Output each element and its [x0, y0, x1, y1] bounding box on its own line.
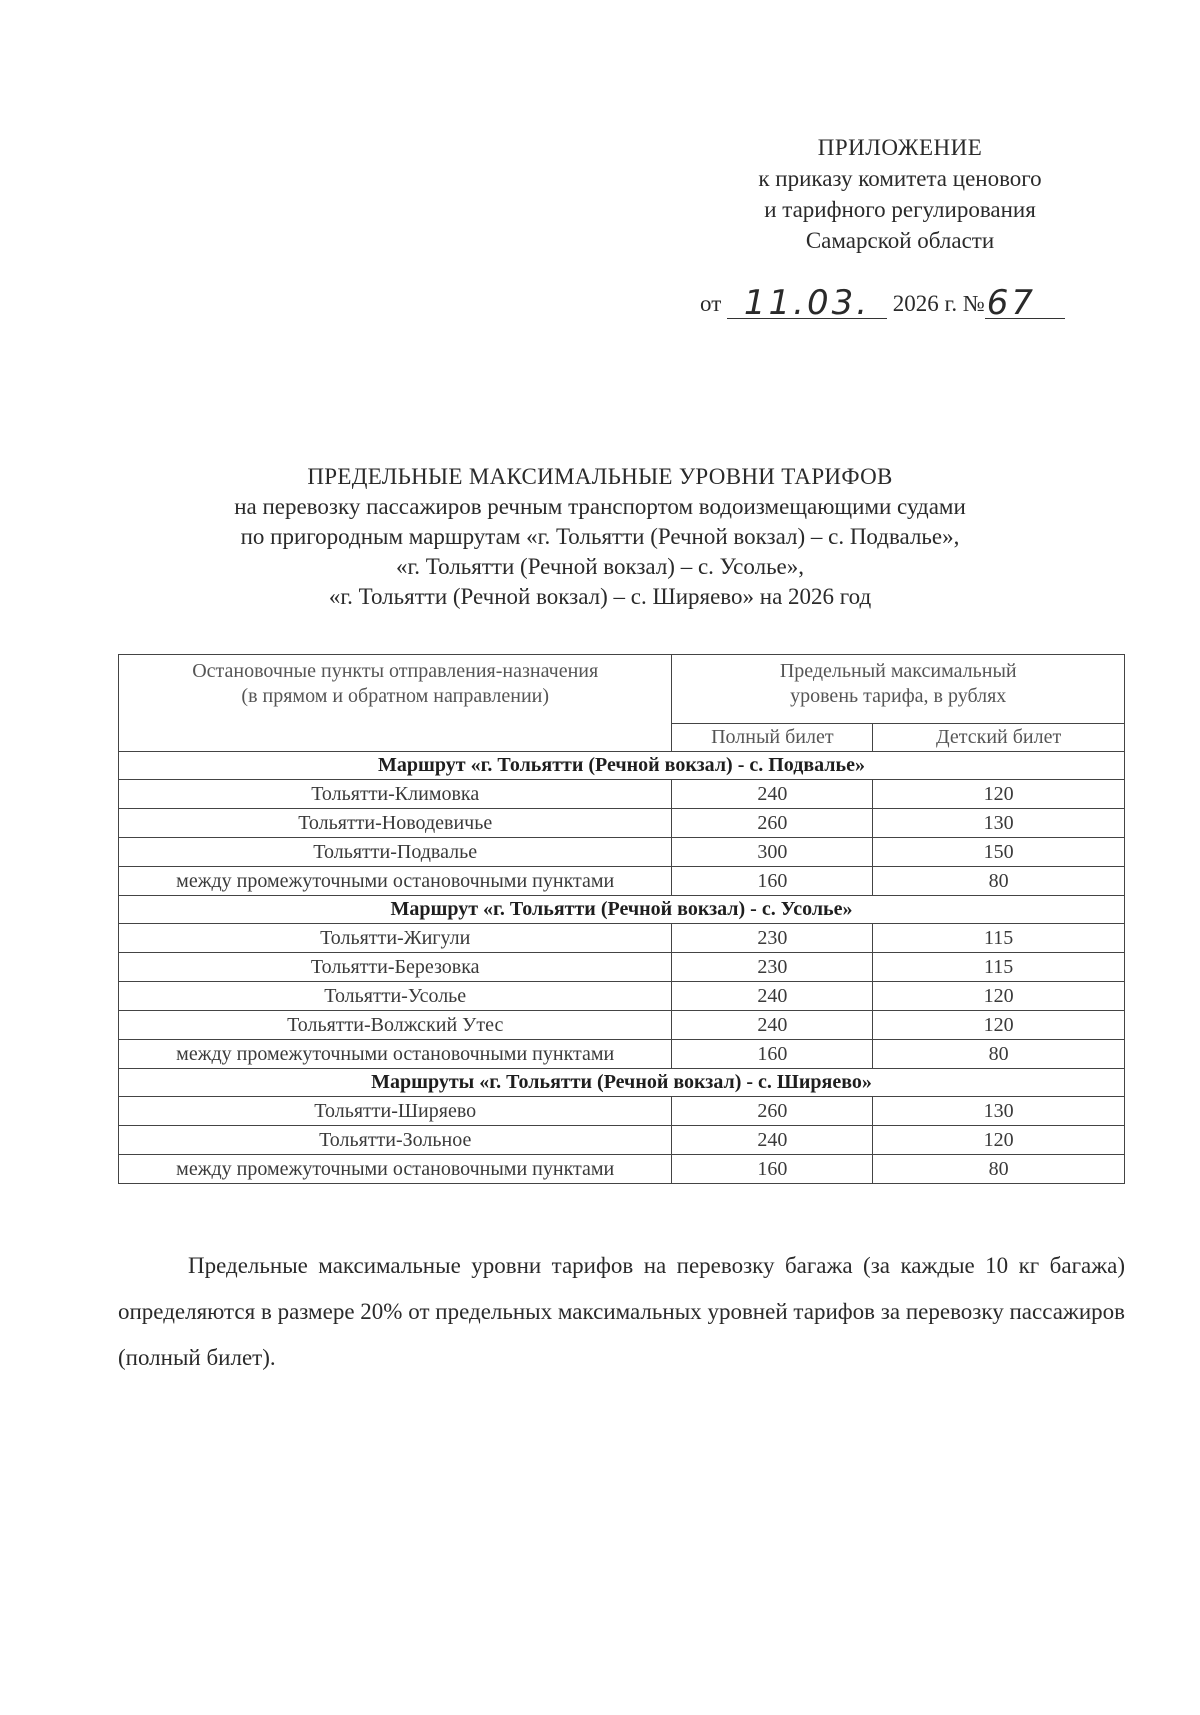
stop-cell: Тольятти-Волжский Утес [119, 1011, 672, 1040]
full-fare-cell: 240 [672, 1126, 873, 1155]
document-subtitle-line: «г. Тольятти (Речной вокзал) – с. Усолье», [395, 554, 805, 579]
header-full-ticket: Полный билет [672, 724, 873, 752]
order-year-text: 2026 г. № [892, 291, 985, 316]
header-child-ticket: Детский билет [873, 724, 1125, 752]
child-fare-cell: 130 [873, 809, 1125, 838]
child-fare-cell: 115 [873, 953, 1125, 982]
table-row [119, 1097, 1125, 1126]
child-fare-cell: 120 [873, 780, 1125, 809]
document-title [120, 462, 1080, 612]
baggage-note: Предельные максимальные уровни тарифов на перевозку багажа (за каждые 10 кг багажа) определяются в размере 20% от предельных максимальных уровней тарифов за перевозку пассажиров (полный билет). [118, 1253, 1125, 1370]
document-main-title: ПРЕДЕЛЬНЫЕ МАКСИМАЛЬНЫЕ УРОВНИ ТАРИФОВ [307, 464, 893, 489]
full-fare-cell: 230 [672, 924, 873, 953]
table-row [119, 838, 1125, 867]
route-heading: Маршрут «г. Тольятти (Речной вокзал) - с. Усолье» [119, 896, 1125, 924]
table-row [119, 1155, 1125, 1184]
order-number-handwritten: 67 [985, 288, 1065, 319]
header-stops [119, 655, 672, 752]
stop-cell: Тольятти-Ширяево [119, 1097, 672, 1126]
full-fare-cell: 260 [672, 809, 873, 838]
table-row [119, 1011, 1125, 1040]
full-fare-cell: 160 [672, 1040, 873, 1069]
table-row [119, 1040, 1125, 1069]
stop-cell: Тольятти-Жигули [119, 924, 672, 953]
route-heading: Маршрут «г. Тольятти (Речной вокзал) - с. Подвалье» [119, 752, 1125, 780]
stop-cell: между промежуточными остановочными пунктами [119, 1040, 672, 1069]
stop-cell: Тольятти-Зольное [119, 1126, 672, 1155]
order-reference [700, 283, 1120, 323]
table-row [119, 867, 1125, 896]
stop-cell: Тольятти-Березовка [119, 953, 672, 982]
child-fare-cell: 120 [873, 982, 1125, 1011]
stop-cell: Тольятти-Новодевичье [119, 809, 672, 838]
full-fare-cell: 240 [672, 780, 873, 809]
child-fare-cell: 80 [873, 867, 1125, 896]
appendix-title: ПРИЛОЖЕНИЕ [817, 135, 983, 160]
order-date-handwritten: 11.03. [727, 288, 887, 319]
child-fare-cell: 80 [873, 1155, 1125, 1184]
order-prefix: от [700, 291, 722, 316]
child-fare-cell: 80 [873, 1040, 1125, 1069]
header-tariff-line: Предельный максимальный [779, 660, 1017, 682]
table-row [119, 982, 1125, 1011]
stop-cell: между промежуточными остановочными пунктами [119, 1155, 672, 1184]
appendix-header [700, 132, 1100, 256]
document-subtitle-line: по пригородным маршрутам «г. Тольятти (Речной вокзал) – с. Подвалье», [240, 524, 960, 549]
table-row [119, 953, 1125, 982]
full-fare-cell: 240 [672, 1011, 873, 1040]
full-fare-cell: 230 [672, 953, 873, 982]
appendix-line: и тарифного регулирования [764, 197, 1036, 222]
child-fare-cell: 130 [873, 1097, 1125, 1126]
child-fare-cell: 120 [873, 1011, 1125, 1040]
stop-cell: Тольятти-Подвалье [119, 838, 672, 867]
table-row [119, 1126, 1125, 1155]
child-fare-cell: 120 [873, 1126, 1125, 1155]
full-fare-cell: 260 [672, 1097, 873, 1126]
child-fare-cell: 115 [873, 924, 1125, 953]
table-row [119, 780, 1125, 809]
appendix-line: к приказу комитета ценового [758, 166, 1042, 191]
document-subtitle-line: «г. Тольятти (Речной вокзал) – с. Ширяево» на 2026 год [328, 584, 872, 609]
header-stops-line: (в прямом и обратном направлении) [241, 685, 550, 707]
table-row [119, 809, 1125, 838]
document-subtitle-line: на перевозку пассажиров речным транспортом водоизмещающими судами [234, 494, 966, 519]
child-fare-cell: 150 [873, 838, 1125, 867]
appendix-line: Самарской области [805, 228, 995, 253]
tariff-table [118, 654, 1125, 1184]
table-row [119, 924, 1125, 953]
header-tariff-line: уровень тарифа, в рублях [790, 685, 1007, 707]
full-fare-cell: 160 [672, 1155, 873, 1184]
header-stops-line: Остановочные пункты отправления-назначения [192, 660, 599, 682]
route-heading: Маршруты «г. Тольятти (Речной вокзал) - с. Ширяево» [119, 1069, 1125, 1097]
full-fare-cell: 300 [672, 838, 873, 867]
full-fare-cell: 240 [672, 982, 873, 1011]
header-tariff [672, 655, 1125, 724]
full-fare-cell: 160 [672, 867, 873, 896]
stop-cell: Тольятти-Климовка [119, 780, 672, 809]
stop-cell: Тольятти-Усолье [119, 982, 672, 1011]
stop-cell: между промежуточными остановочными пунктами [119, 867, 672, 896]
